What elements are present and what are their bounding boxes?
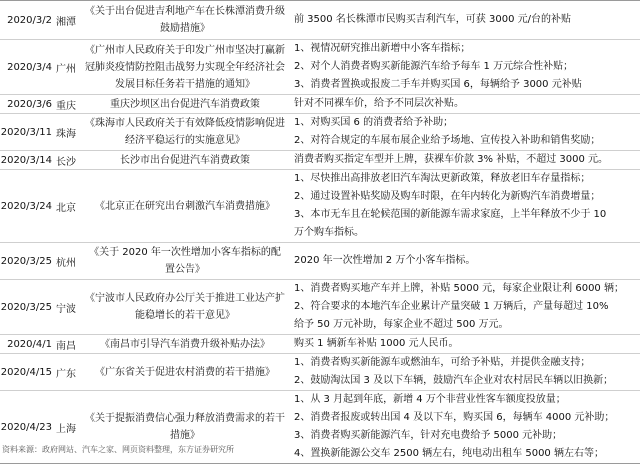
city-cell: 上海 [56, 423, 76, 435]
content-line: 1、消费者购买新能源车或燃油车，可给予补贴，并提供金融支持； [294, 357, 591, 368]
city-cell: 长沙 [56, 156, 76, 168]
date-cell: 2020/3/2 [7, 14, 52, 26]
date-cell: 2020/3/14 [0, 154, 52, 166]
table-row [0, 354, 640, 391]
content-line: 消费者购买指定车型并上牌，获裸车价款 3% 补贴，不超过 3000 元。 [294, 154, 609, 165]
city-cell: 广东 [56, 368, 76, 380]
content-cell [288, 252, 640, 270]
date-cell: 2020/3/25 [0, 301, 52, 313]
table-row [0, 335, 640, 354]
content-cell [288, 11, 640, 29]
content-cell [288, 335, 640, 353]
city-cell: 重庆 [56, 100, 76, 112]
policy-cell: 《广东省关于促进农村消费的若干措施》 [95, 366, 275, 378]
content-line: 3、消费者置换或报废二手车并购买国 6，每辆给予 3000 元补贴 [294, 79, 582, 90]
content-line: 2、符合要求的本地汽车企业累计产量突破 1 万辆后，产量每超过 10% [294, 301, 609, 312]
content-line: 给予 50 万元补助，每家企业不超过 500 万元。 [294, 319, 509, 330]
content-line: 购买 1 辆新车补贴 1000 元人民币。 [294, 338, 459, 349]
date-cell: 2020/4/1 [7, 338, 52, 350]
content-line: 前 3500 名长株潭市民购买吉利汽车，可获 3000 元/台的补贴 [294, 14, 571, 25]
content-line: 3、本市无车且在轮候范围的新能源车需求家庭，上半年释放不少于 10 [294, 209, 607, 220]
date-cell: 2020/4/15 [0, 366, 52, 378]
content-line: 2、对符合规定的车展布展企业给予场地、宣传投入补助和销售奖励； [294, 135, 601, 146]
content-line: 2、鼓励淘汰国 3 及以下车辆，鼓励汽车企业对农村居民车辆以旧换新； [294, 375, 614, 386]
content-cell [288, 170, 640, 242]
policy-cell: 《关于提振消费信心强力释放消费需求的若干措施》 [85, 413, 285, 441]
date-cell: 2020/3/24 [0, 200, 52, 212]
content-cell [288, 391, 640, 463]
policy-cell: 重庆沙坝区出台促进汽车消费政策 [110, 98, 260, 110]
city-cell: 珠海 [56, 128, 76, 140]
policy-cell: 《南昌市引导汽车消费升级补贴办法》 [100, 338, 270, 350]
date-cell: 2020/3/6 [7, 98, 52, 110]
content-cell [288, 151, 640, 169]
date-cell: 2020/3/11 [0, 126, 52, 138]
policy-cell: 长沙市出台促进汽车消费政策 [120, 154, 250, 166]
table-row [0, 114, 640, 151]
table-row [0, 280, 640, 335]
policy-cell: 《关于出台促进吉利地产车在长株潭消费升级鼓励措施》 [85, 6, 285, 34]
content-line: 万个购车指标。 [294, 227, 364, 238]
policy-cell: 《关于 2020 年一次性增加小客车指标的配置公告》 [89, 247, 281, 275]
table-row [0, 170, 640, 243]
content-line: 2、消费者报废或转出国 4 及以下车，购买国 6，每辆车 4000 元补助； [294, 412, 615, 423]
policy-cell: 《广州市人民政府关于印发广州市坚决打赢新冠肺炎疫情防控阻击战努力实现全年经济社会发展目标任务若干措施的通知》 [85, 44, 285, 90]
date-cell: 2020/3/4 [7, 61, 52, 73]
content-cell [288, 40, 640, 94]
content-cell [288, 280, 640, 334]
table-row [0, 40, 640, 95]
content-line: 2、对个人消费者购买新能源汽车给予每车 1 万元综合性补贴； [294, 61, 574, 72]
table-row [0, 0, 640, 40]
content-line: 1、消费者购买地产车并上牌，补贴 5000 元，每家企业限让利 6000 辆； [294, 283, 624, 294]
policy-cell: 《北京正在研究出台刺激汽车消费措施》 [95, 200, 275, 212]
content-line: 1、从 3 月起到年底，新增 4 万个非营业性客车额度投放量； [294, 394, 566, 405]
content-line: 3、消费者购买新能源汽车，针对充电费给予 5000 元补助； [294, 430, 563, 441]
policy-cell: 《珠海市人民政府关于有效降低疫情影响促进经济平稳运行的实施意见》 [85, 118, 285, 146]
city-cell: 宁波 [56, 303, 76, 315]
content-line: 针对不同裸车价，给予不同层次补贴。 [294, 98, 464, 109]
content-line: 2、通过设置补贴奖励及购车时限，在年内转化为新购汽车消费增量； [294, 191, 601, 202]
content-cell [288, 354, 640, 390]
policy-cell: 《宁波市人民政府办公厅关于推进工业达产扩能稳增长的若干意见》 [85, 293, 285, 321]
city-cell: 南昌 [56, 340, 76, 352]
date-cell: 2020/3/25 [0, 255, 52, 267]
content-line: 1、对购买国 6 的消费者给予补助； [294, 117, 454, 128]
table-row [0, 151, 640, 170]
city-cell: 广州 [56, 63, 76, 75]
content-line: 4、置换新能源公交车 2500 辆左右，纯电动出租车 5000 辆左右等； [294, 448, 604, 459]
content-line: 2020 年一次性增加 2 万个小客车指标。 [294, 255, 476, 266]
content-cell [288, 114, 640, 150]
city-cell: 杭州 [56, 257, 76, 269]
city-cell: 北京 [56, 202, 76, 214]
content-line: 1、视情况研究推出新增中小客车指标； [294, 43, 471, 54]
source-note: 资料来源：政府网站、汽车之家、网页资料整理，东方证券研究所 [2, 445, 234, 454]
table-row [0, 243, 640, 280]
date-cell: 2020/4/23 [0, 421, 52, 433]
table-row [0, 95, 640, 114]
city-cell: 湘潭 [56, 16, 76, 28]
content-line: 1、尽快推出高排放老旧汽车淘汰更新政策，释放老旧车存量指标； [294, 173, 591, 184]
content-cell [288, 95, 640, 113]
